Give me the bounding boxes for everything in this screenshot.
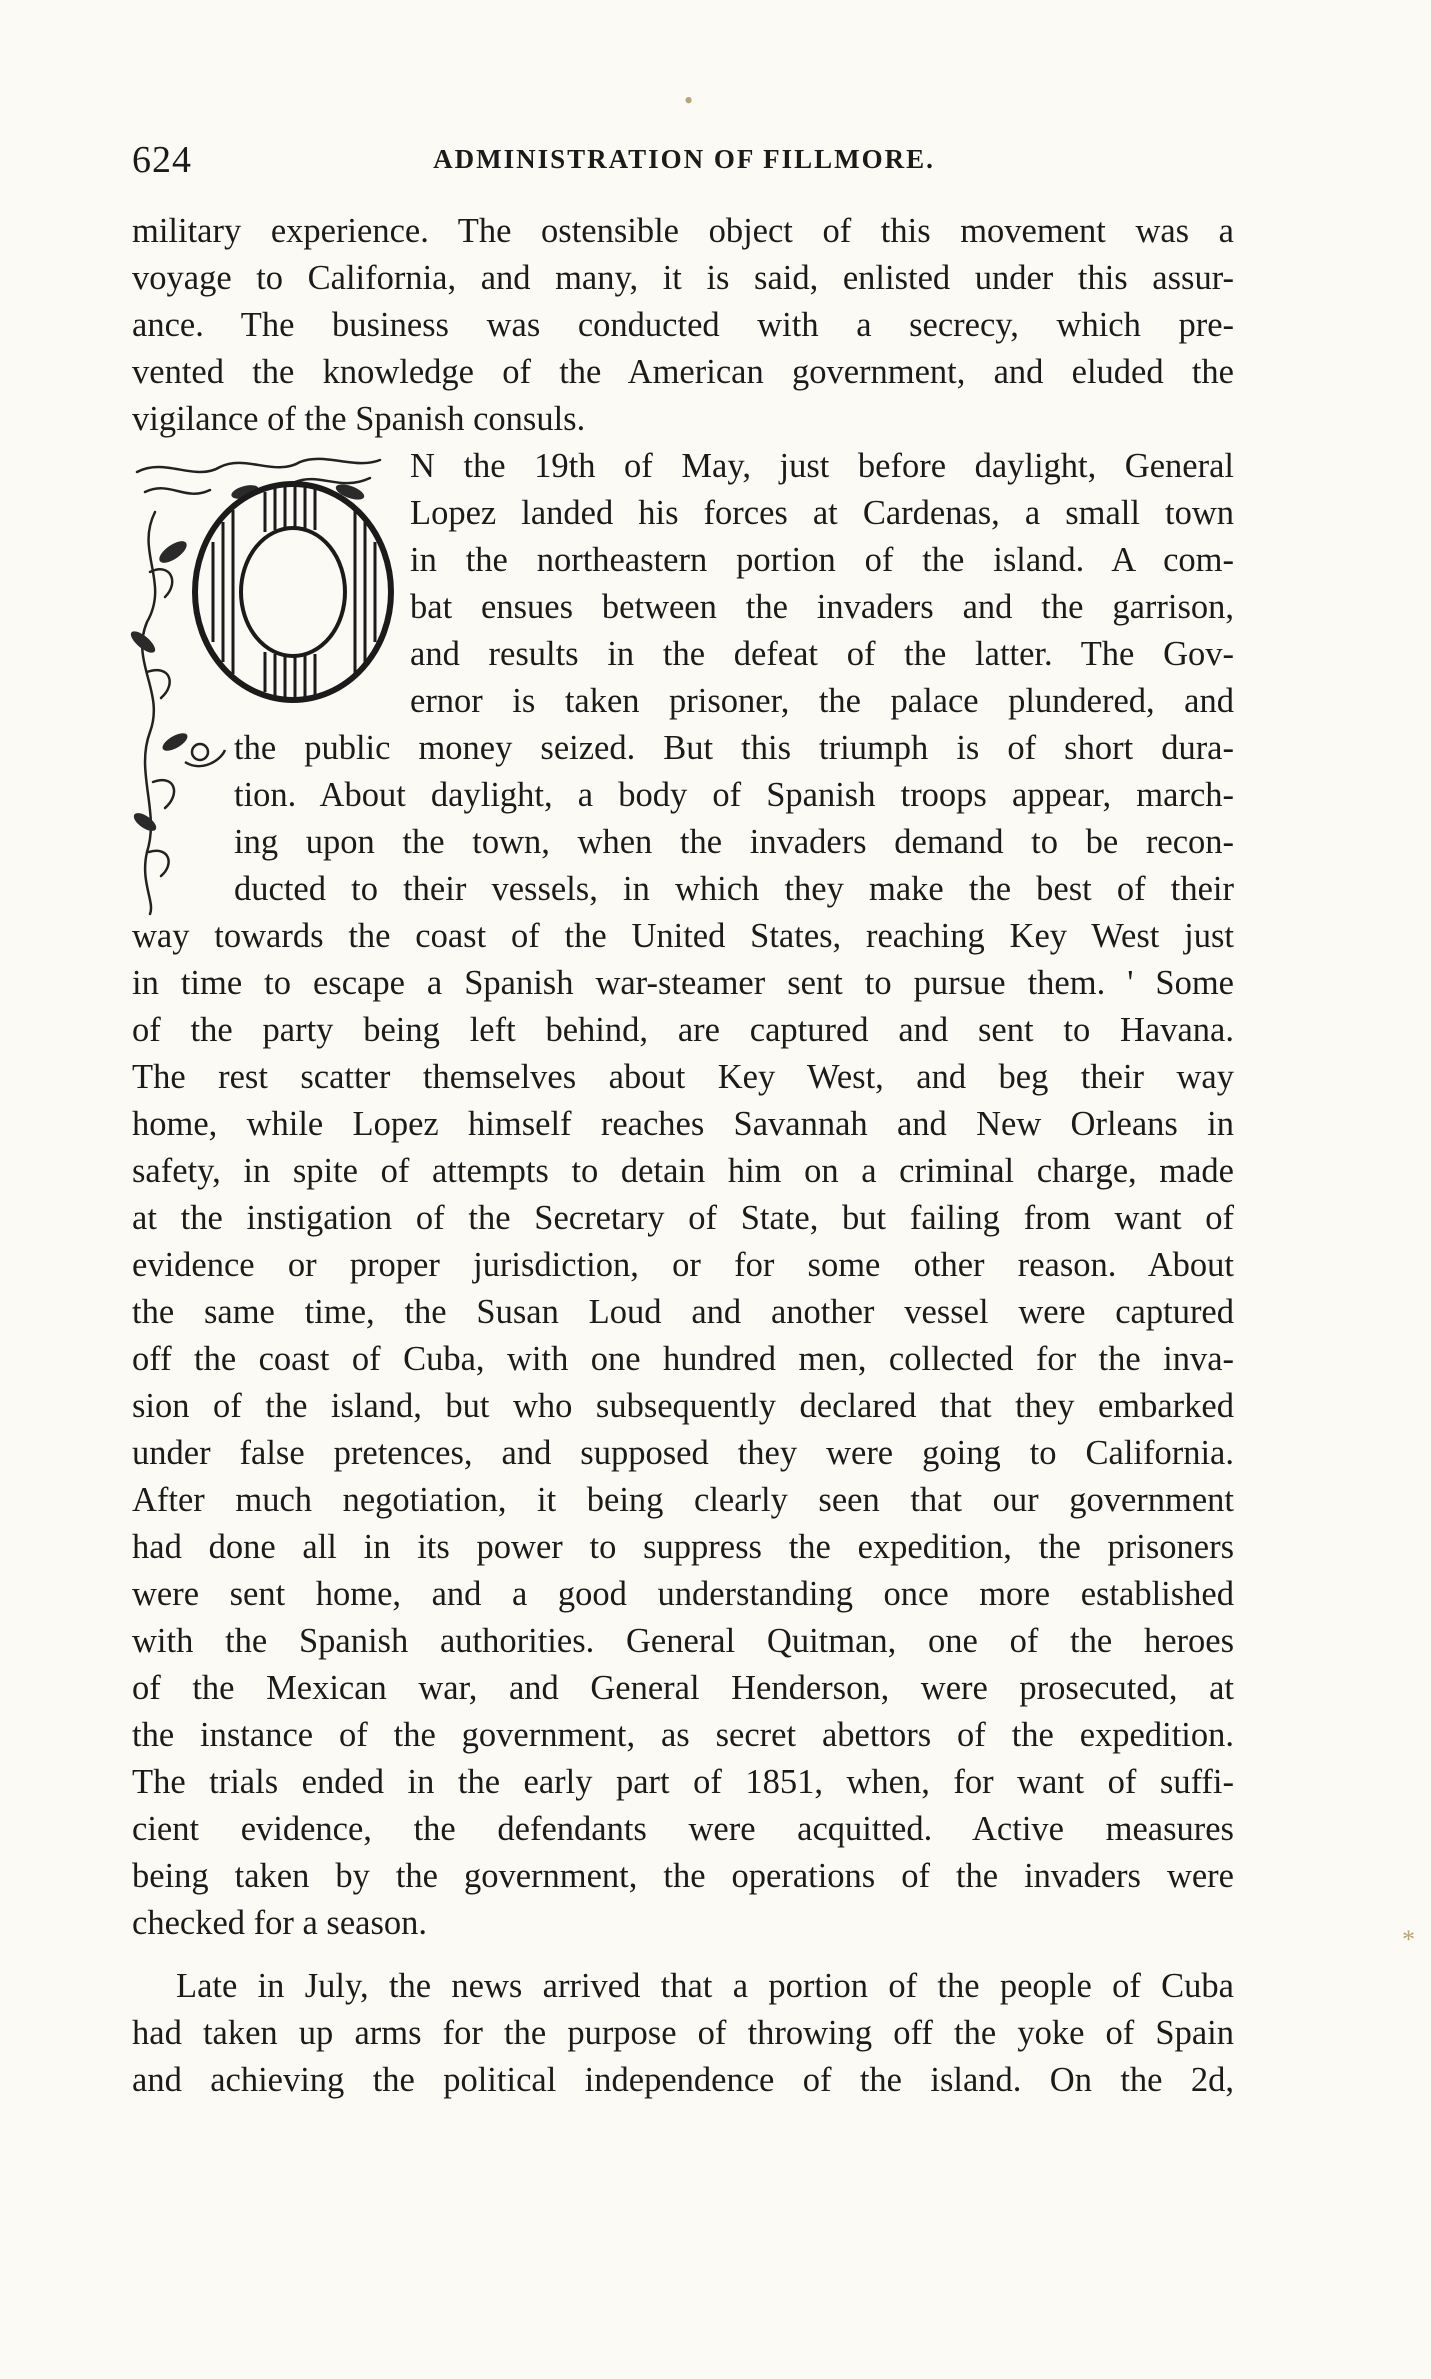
text-line: ducted to their vessels, in which they make the best of their bbox=[234, 870, 1234, 908]
text-line: at the instigation of the Secretary of State, but failing from want of bbox=[132, 1199, 1234, 1237]
text-line: bat ensues between the invaders and the garrison, bbox=[410, 588, 1234, 626]
print-speck: * bbox=[1402, 1925, 1415, 1954]
text-line: vigilance of the Spanish consuls. bbox=[132, 400, 586, 438]
text-line: ing upon the town, when the invaders demand to be recon- bbox=[234, 823, 1234, 861]
text-line: cient evidence, the defendants were acquitted. Active measures bbox=[132, 1810, 1234, 1848]
text-line: The rest scatter themselves about Key West, and beg their way bbox=[132, 1058, 1234, 1096]
text-line: safety, in spite of attempts to detain him on a criminal charge, made bbox=[132, 1152, 1234, 1190]
text-line: military experience. The ostensible object of this movement was a bbox=[132, 212, 1234, 250]
text-line: vented the knowledge of the American government, and eluded the bbox=[132, 353, 1234, 391]
text-line: had done all in its power to suppress the expedition, the prisoners bbox=[132, 1528, 1234, 1566]
text-line: had taken up arms for the purpose of throwing off the yoke of Spain bbox=[132, 2014, 1234, 2052]
text-line: and achieving the political independence of the island. On the 2d, bbox=[132, 2061, 1234, 2099]
text-line: ernor is taken prisoner, the palace plundered, and bbox=[410, 682, 1234, 720]
text-line: of the party being left behind, are captured and sent to Havana. bbox=[132, 1011, 1234, 1049]
text-line: in the northeastern portion of the island. A com- bbox=[410, 541, 1234, 579]
text-line: N the 19th of May, just before daylight, General bbox=[410, 447, 1234, 485]
text-line: off the coast of Cuba, with one hundred men, collected for the inva- bbox=[132, 1340, 1234, 1378]
text-line: the same time, the Susan Loud and another vessel were captured bbox=[132, 1293, 1234, 1331]
text-line: the public money seized. But this triumph is of short dura- bbox=[234, 729, 1234, 767]
page-header bbox=[132, 138, 1236, 188]
page-number: 624 bbox=[132, 139, 192, 181]
text-line: home, while Lopez himself reaches Savannah and New Orleans in bbox=[132, 1105, 1234, 1143]
text-line: Lopez landed his forces at Cardenas, a small town bbox=[410, 494, 1234, 532]
text-line: way towards the coast of the United States, reaching Key West just bbox=[132, 917, 1234, 955]
text-line: under false pretences, and supposed they were going to California. bbox=[132, 1434, 1234, 1472]
text-line: of the Mexican war, and General Henderson, were prosecuted, at bbox=[132, 1669, 1234, 1707]
text-line: in time to escape a Spanish war-steamer sent to pursue them. ' Some bbox=[132, 964, 1234, 1002]
text-line: being taken by the government, the operations of the invaders were bbox=[132, 1857, 1234, 1895]
running-title: ADMINISTRATION OF FILLMORE. bbox=[433, 144, 935, 174]
print-speck: • bbox=[684, 86, 694, 115]
text-line: evidence or proper jurisdiction, or for some other reason. About bbox=[132, 1246, 1234, 1284]
text-line: After much negotiation, it being clearly seen that our government bbox=[132, 1481, 1234, 1519]
text-line: ance. The business was conducted with a secrecy, which pre- bbox=[132, 306, 1234, 344]
text-line: The trials ended in the early part of 1851, when, for want of suffi- bbox=[132, 1763, 1234, 1801]
text-line: and results in the defeat of the latter. The Gov- bbox=[410, 635, 1234, 673]
text-line: voyage to California, and many, it is said, enlisted under this assur- bbox=[132, 259, 1234, 297]
text-line: Late in July, the news arrived that a portion of the people of Cuba bbox=[176, 1967, 1234, 2005]
text-line: the instance of the government, as secret abettors of the expedition. bbox=[132, 1716, 1234, 1754]
text-line: were sent home, and a good understanding once more established bbox=[132, 1575, 1234, 1613]
text-line: sion of the island, but who subsequently declared that they embarked bbox=[132, 1387, 1234, 1425]
text-line: tion. About daylight, a body of Spanish troops appear, march- bbox=[234, 776, 1234, 814]
text-line: with the Spanish authorities. General Quitman, one of the heroes bbox=[132, 1622, 1234, 1660]
text-line: checked for a season. bbox=[132, 1904, 428, 1942]
